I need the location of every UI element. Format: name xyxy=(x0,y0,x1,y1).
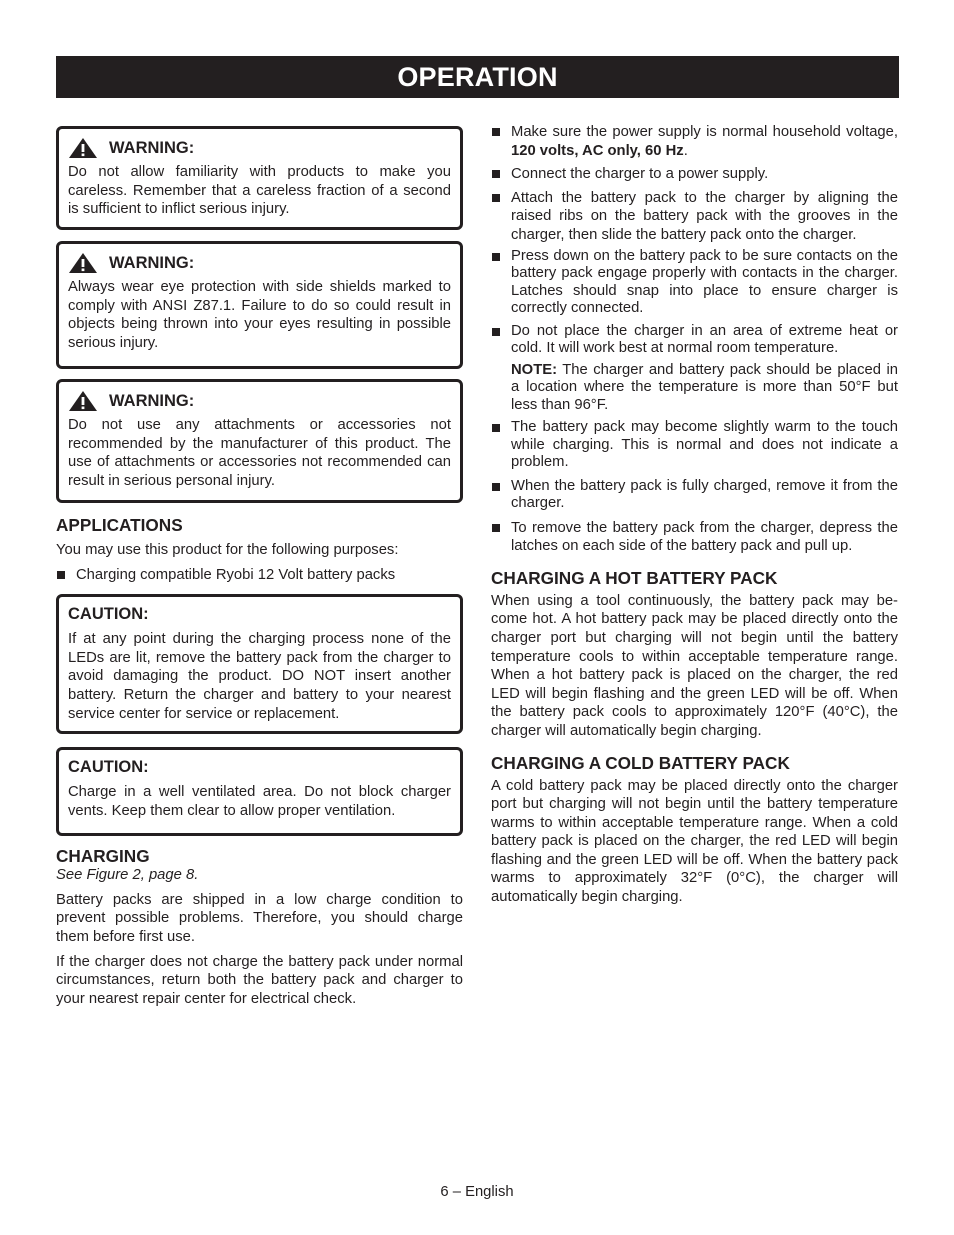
cold-battery-paragraph: A cold battery pack may be placed directly onto the charger port but charging will not begin until the battery temperature warms to within acceptable temperature range. When a cold battery pack is placed on the charger, the red LED will begin flashing and the green LED will be off. When the battery pack warms to approximately 32°F (0°C), the charger will automatically begin charging. xyxy=(491,777,898,906)
list-item: The battery pack may become slightly warm to the touch while charging. This is normal and does not indicate a problem. xyxy=(491,419,898,472)
warning-body: Always wear eye protection with side shields marked to comply with ANSI Z87.1. Failure to do so could result in objects being thrown into your eyes resulting in possible serious injury. xyxy=(68,279,451,351)
warning-box-attachments xyxy=(56,379,463,503)
warning-body: Do not allow familiarity with products to make you careless. Remember that a careless fraction of a second is sufficient to inflict serious injury. xyxy=(68,164,451,218)
left-column xyxy=(56,126,463,1008)
right-column xyxy=(491,123,898,907)
warning-box-eye-protection xyxy=(56,241,463,369)
applications-heading: APPLICATIONS xyxy=(56,515,183,535)
list-item: Connect the charger to a power supply. xyxy=(491,165,898,184)
warning-title: WARNING: xyxy=(68,252,451,274)
list-item: When the battery pack is fully charged, remove it from the charger. xyxy=(491,478,898,513)
caution-body: If at any point during the charging process none of the LEDs are lit, remove the battery pack from the charger to avoid damaging the product. DO NOT insert another battery. Return the charger and battery to your nearest service center for service or replacement. xyxy=(68,631,451,722)
caution-box-leds xyxy=(56,594,463,734)
list-item: To remove the battery pack from the charger, depress the latches on each side of the battery pack and pull up. xyxy=(491,519,898,556)
figure-reference: See Figure 2, page 8. xyxy=(56,867,199,884)
warning-body: Do not use any attachments or accessories not recommended by the manufacturer of this product. The use of attachments or accessories not recommended can result in serious personal injury. xyxy=(68,417,451,489)
hot-battery-paragraph: When using a tool continuously, the battery pack may be-come hot. A hot battery pack may be placed directly onto the charger port but charging will not begin until the battery temperature cools to within acceptable temperature range. When a hot battery pack is placed on the charger, the red LED will begin flashing and the green LED will be off. When the battery pack cools to approximately 120°F (40°C), the charger will automatically begin charging. xyxy=(491,592,898,739)
charging-paragraph: If the charger does not charge the battery pack under normal circumstances, return both the battery pack and charger to your nearest repair center for electrical check. xyxy=(56,953,463,1007)
page-title-banner xyxy=(56,56,899,98)
charging-heading: CHARGING xyxy=(56,846,150,867)
list-item: Make sure the power supply is normal household voltage, 120 volts, AC only, 60 Hz. xyxy=(491,123,898,160)
charging-paragraph: Battery packs are shipped in a low charge condition to prevent possible problems. Therefore, you should charge them before first use. xyxy=(56,891,463,945)
list-item: Do not place the charger in an area of extreme heat or cold. It will work best at normal room temperature. xyxy=(491,323,898,358)
list-item: Charging compatible Ryobi 12 Volt battery packs xyxy=(56,566,463,585)
list-item: Attach the battery pack to the charger by aligning the raised ribs on the battery pack with the grooves in the charger, then slide the battery pack onto the charger. xyxy=(491,189,898,245)
warning-triangle-icon xyxy=(68,252,98,274)
applications-intro: You may use this product for the following purposes: xyxy=(56,542,399,558)
warning-triangle-icon xyxy=(68,390,98,412)
note-paragraph: NOTE: The charger and battery pack should be placed in a location where the temperature is more than 50°F but less than 96°F. xyxy=(511,361,898,413)
cold-battery-heading: CHARGING A COLD BATTERY PACK xyxy=(491,752,790,773)
caution-box-ventilation xyxy=(56,747,463,836)
caution-title: CAUTION: xyxy=(68,605,149,624)
page-title: OPERATION xyxy=(397,61,558,92)
note-label: NOTE: xyxy=(511,361,558,378)
warning-box-familiarity xyxy=(56,126,463,230)
warning-triangle-icon xyxy=(68,137,98,159)
warning-title: WARNING: xyxy=(68,137,451,159)
caution-body: Charge in a well ventilated area. Do not block charger vents. Keep them clear to allow proper ventilation. xyxy=(68,784,451,819)
bullet-square xyxy=(56,566,76,585)
caution-title: CAUTION: xyxy=(68,758,149,777)
warning-title: WARNING: xyxy=(68,390,451,412)
hot-battery-heading: CHARGING A HOT BATTERY PACK xyxy=(491,567,778,588)
list-item: Press down on the battery pack to be sure contacts on the battery pack engage properly with contacts in the charger. Latches should snap into place to ensure charger is correctly connected. xyxy=(491,248,898,318)
page-number: 6 – English xyxy=(440,1184,514,1200)
